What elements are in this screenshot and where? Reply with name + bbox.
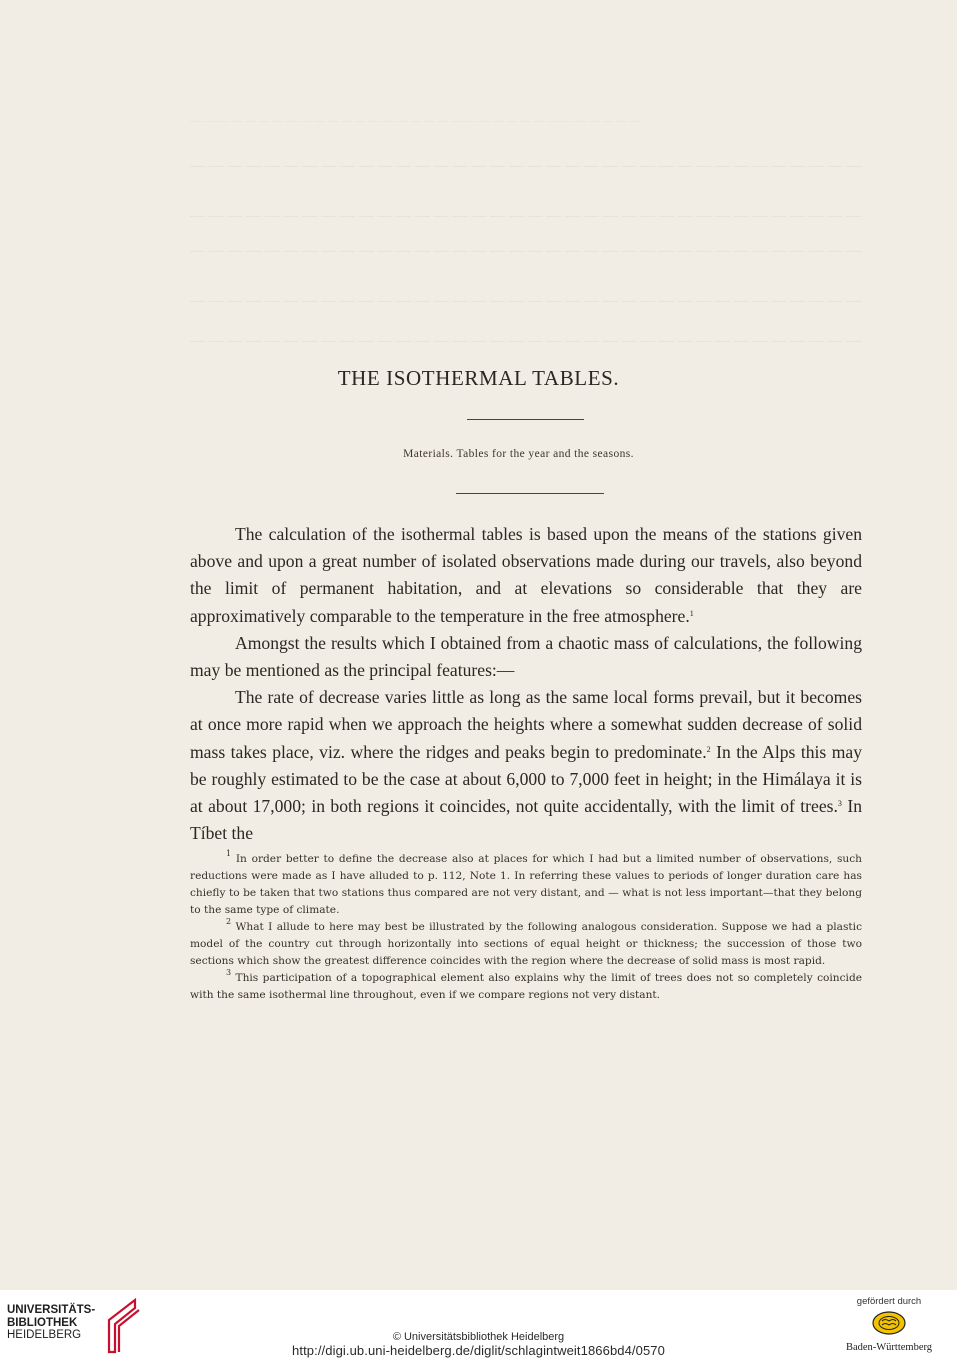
body-text: [190, 521, 862, 847]
bleed-through-line: — — — — — — — — — — — — — — — — — — — — — — — — — — — — — — — — — — — —: [190, 293, 862, 309]
sponsor-name: Baden-Württemberg: [845, 1342, 933, 1353]
page-title: THE ISOTHERMAL TABLES.: [337, 366, 620, 390]
footnotes: [190, 851, 862, 1004]
sponsor-block: [824, 1296, 954, 1353]
footnote: $^2$ What I allude to here may best be illustrated by the following analogous consideration. Suppose we had a plastic model of the country cut through horizontally into sections of equal height or thickness; the succession of those two sections which show the greatest difference coincides with the region where the decrease of solid mass is most rapid.: [190, 917, 862, 967]
bleed-through-line: — — — — — — — — — — — — — — — — — — — — — — — — — — — — — — — — — — — —: [190, 333, 862, 349]
footnote-mark: 3: [226, 968, 232, 977]
bleed-through-line: — — — — — — — — — — — — — — — — — — — — — — — — — — — — — — — — — — — —: [190, 208, 862, 224]
state-crest-icon: [871, 1311, 907, 1335]
bleed-through-line: — — — — — — — — — — — — — — — — — — — — — — — — — — — — — — — — — — — —: [190, 243, 862, 259]
paragraph: Amongst the results which I obtained from a chaotic mass of calculations, the following may be mentioned as the principal features:—: [190, 632, 862, 681]
paragraph: The calculation of the isothermal tables is based upon the means of the stations given above and upon a great number of isolated observations made during our travels, also beyond the limit of permanent habitation, and at elevations so considerable that they are approximatively comparable to the temperature in the free atmosphere.$^1$: [190, 524, 862, 626]
bleed-through-line: — — — — — — — — — — — — — — — — — — — — — — — — — — — — — — — — — — — —: [190, 158, 862, 174]
footnote-ref: 3: [837, 799, 842, 809]
library-name: UNIVERSITÄTS- BIBLIOTHEK HEIDELBERG: [7, 1304, 96, 1341]
bleed-through-line: — — — — — — — — — — — — — — — — — — — — — — — — — — — — — — — — —: [190, 115, 641, 127]
title-rule: [467, 419, 584, 420]
footnote-ref: 2: [706, 744, 711, 754]
footnote: $^3$ This participation of a topographical element also explains why the limit of trees does not so completely coincide with the same isothermal line throughout, even if we compare regions not very distant.: [190, 968, 862, 1001]
footnote: $^1$ In order better to define the decrease also at places for which I had but a limited number of observations, such reductions were made as I have alluded to p. 112, Note 1. In referring these values to periods of longer duration care has chiefly to be taken that two stations thus compared are not very distant, and — what is not less important—that they belong to the same type of climate.: [190, 849, 862, 916]
page-subtitle: Materials. Tables for the year and the seasons.: [403, 448, 634, 460]
footnote-mark: 2: [226, 917, 232, 926]
subtitle-rule: [456, 493, 604, 494]
footnote-ref: 1: [689, 608, 694, 618]
footnote-mark: 1: [226, 849, 232, 858]
permalink-url[interactable]: http://digi.ub.uni-heidelberg.de/diglit/schlagintweit1866bd4/0570: [292, 1343, 665, 1358]
copyright-notice: © Universitätsbibliothek Heidelberg: [392, 1331, 565, 1343]
paragraph: The rate of decrease varies little as long as the same local forms prevail, but it becomes at once more rapid when we approach the heights where a somewhat sudden decrease of solid mass takes place, viz. where the ridges and peaks begin to predominate.$^2$ In the Alps this may be roughly estimated to be the case at about 6,000 to 7,000 feet in height; in the Himálaya it is at about 17,000; in both regions it coincides, not quite accidentally, with the limit of trees.$^3$ In Tíbet the: [190, 687, 862, 844]
sponsor-label: gefördert durch: [856, 1296, 922, 1307]
